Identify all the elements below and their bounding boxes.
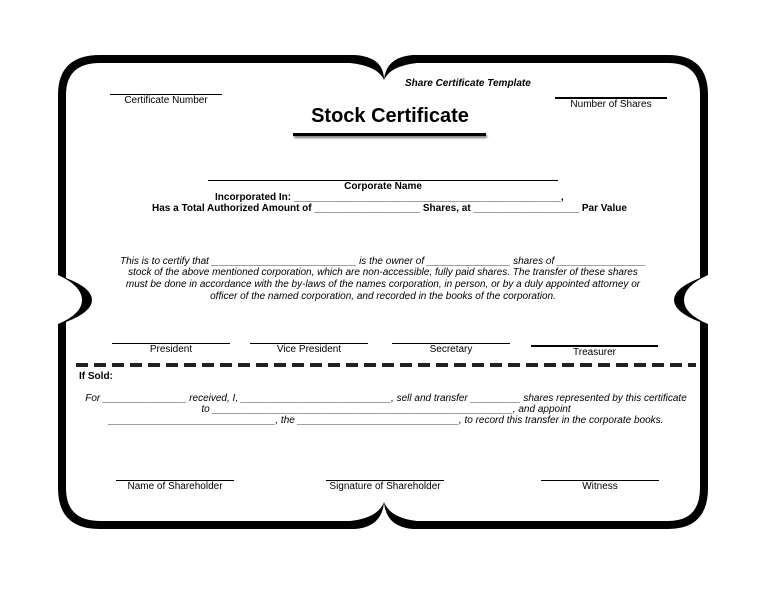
vice-president-label: Vice President (276, 344, 342, 355)
certify-line-2: stock of the above mentioned corporation, which are non-accessible, fully paid shares. The transfer of these shares (128, 267, 638, 278)
corporate-name-label: Corporate Name (344, 181, 422, 192)
shareholder-name-label: Name of Shareholder (127, 481, 223, 492)
page-title: Stock Certificate (311, 105, 469, 127)
cut-line-divider (76, 363, 696, 367)
title-underline (293, 133, 486, 136)
secretary-label: Secretary (429, 344, 473, 355)
transfer-line-1: For _______________ received, I, ___________________________, sell and transfer _________ shares represented by this certificate (85, 393, 687, 404)
certificate-number-label: Certificate Number (124, 95, 208, 106)
president-label: President (149, 344, 193, 355)
shareholder-signature-label: Signature of Shareholder (329, 481, 441, 492)
certify-line-4: officer of the named corporation, and recorded in the books of the corporation. (210, 291, 556, 302)
template-label: Share Certificate Template (405, 78, 531, 89)
certify-line-1: This is to certify that __________________________ is the owner of _______________ shares of ________________ (120, 256, 646, 267)
treasurer-label: Treasurer (573, 347, 616, 358)
certify-line-3: must be done in accordance with the by-laws of the names corporation, in person, or by a duly appointed attorney or (125, 279, 641, 290)
transfer-line-2: to ______________________________________________________, and appoint (201, 404, 571, 415)
number-of-shares-label: Number of Shares (570, 99, 652, 110)
if-sold-label: If Sold: (79, 371, 113, 382)
transfer-line-3: ______________________________, the _____________________________, to record this transfer in the corporate books. (108, 415, 664, 426)
incorporated-in-line: Incorporated In: ________________________________________________, (215, 192, 564, 203)
witness-label: Witness (582, 481, 618, 492)
authorized-amount-line: Has a Total Authorized Amount of ___________________ Shares, at ___________________ Par Value (152, 203, 627, 214)
